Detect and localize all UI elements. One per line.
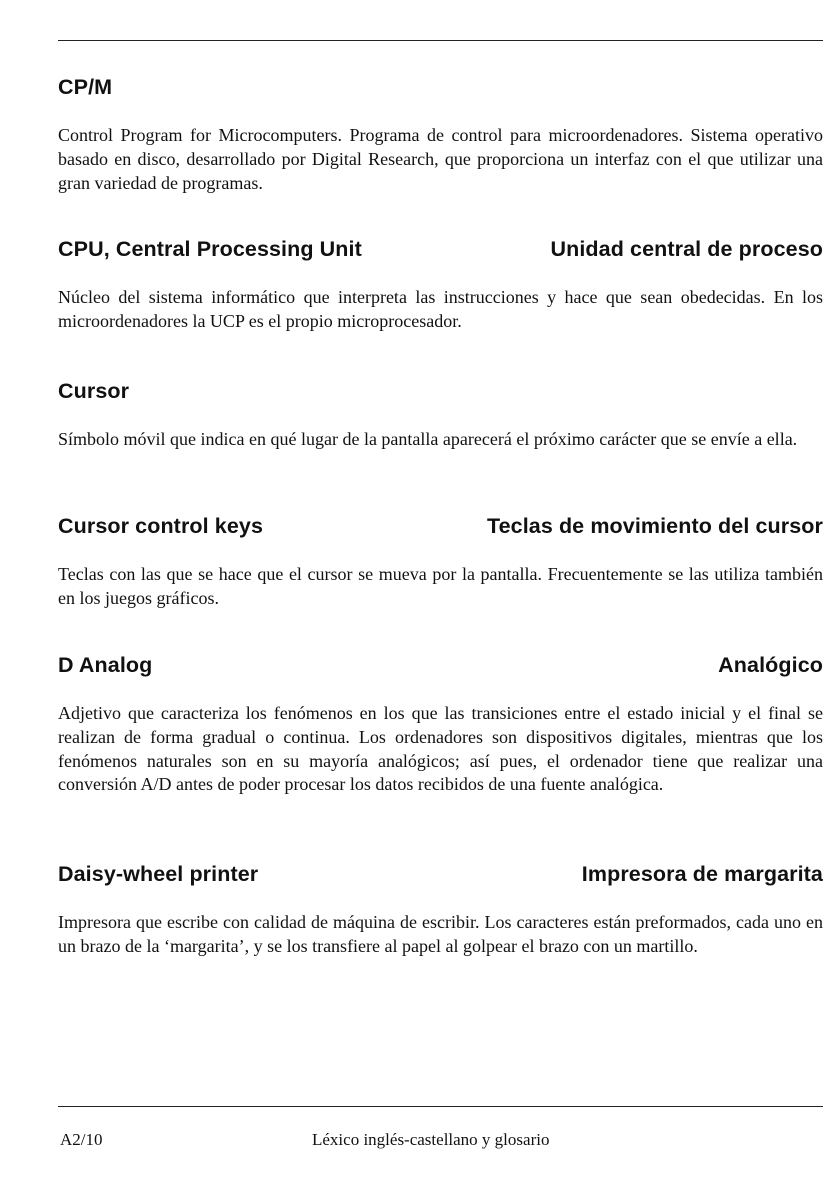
glossary-entry-cursor xyxy=(58,376,823,452)
page-number: A2/10 xyxy=(60,1130,103,1149)
entry-term: D Analog xyxy=(58,653,153,677)
entry-heading xyxy=(58,650,823,680)
entry-definition: Adjetivo que caracteriza los fenómenos en los que las transiciones entre el estado inicial y el final se realizan de forma gradual o continua. Los ordenadores son dispositivos digitales, mientras que los fenómenos naturales son en su mayoría analógicos; así pues, el ordenador tiene que realizar una conversión A/D antes de poder procesar los datos recibidos de una fuente analógica. xyxy=(58,703,823,795)
entry-definition: Símbolo móvil que indica en qué lugar de la pantalla aparecerá el próximo carácter que se envíe a ella. xyxy=(58,429,798,449)
entry-definition: Impresora que escribe con calidad de máquina de escribir. Los caracteres están preformados, cada uno en un brazo de la ‘margarita’, y se los transfiere al papel al golpear el brazo con un martillo. xyxy=(58,912,823,956)
entry-term: CP/M xyxy=(58,75,113,99)
entry-heading xyxy=(58,511,823,541)
running-title: Léxico inglés-castellano y glosario xyxy=(312,1130,550,1149)
entry-term: CPU, Central Processing Unit xyxy=(58,237,362,261)
glossary-entry-cpm xyxy=(58,72,823,195)
bottom-rule xyxy=(58,1106,823,1107)
entry-heading xyxy=(58,376,823,406)
entry-translation: Teclas de movimiento del cursor xyxy=(486,514,823,538)
entry-translation: Impresora de margarita xyxy=(581,862,823,886)
entry-term: Cursor control keys xyxy=(58,514,264,538)
glossary-entry-analog xyxy=(58,650,823,797)
entry-translation: Analógico xyxy=(718,653,823,677)
glossary-entry-cursor-control-keys xyxy=(58,511,823,611)
entry-heading xyxy=(58,859,823,889)
glossary-entry-daisy-wheel-printer xyxy=(58,859,823,959)
top-rule xyxy=(58,40,823,41)
entry-definition: Núcleo del sistema informático que interpreta las instrucciones y hace que sean obedecidas. En los microordenadores la UCP es el propio microprocesador. xyxy=(58,287,823,331)
entry-term: Daisy-wheel printer xyxy=(58,862,259,886)
entry-heading xyxy=(58,234,823,264)
entry-definition: Teclas con las que se hace que el cursor se mueva por la pantalla. Frecuentemente se las utiliza también en los juegos gráficos. xyxy=(58,564,823,608)
entry-translation: Unidad central de proceso xyxy=(550,237,823,261)
entry-term: Cursor xyxy=(58,379,130,403)
entry-heading xyxy=(58,72,823,102)
glossary-entry-cpu xyxy=(58,234,823,334)
entry-definition: Control Program for Microcomputers. Programa de control para microordenadores. Sistema operativo basado en disco, desarrollado por Digital Research, que proporciona un interfaz con el que utilizar una gran variedad de programas. xyxy=(58,125,823,193)
